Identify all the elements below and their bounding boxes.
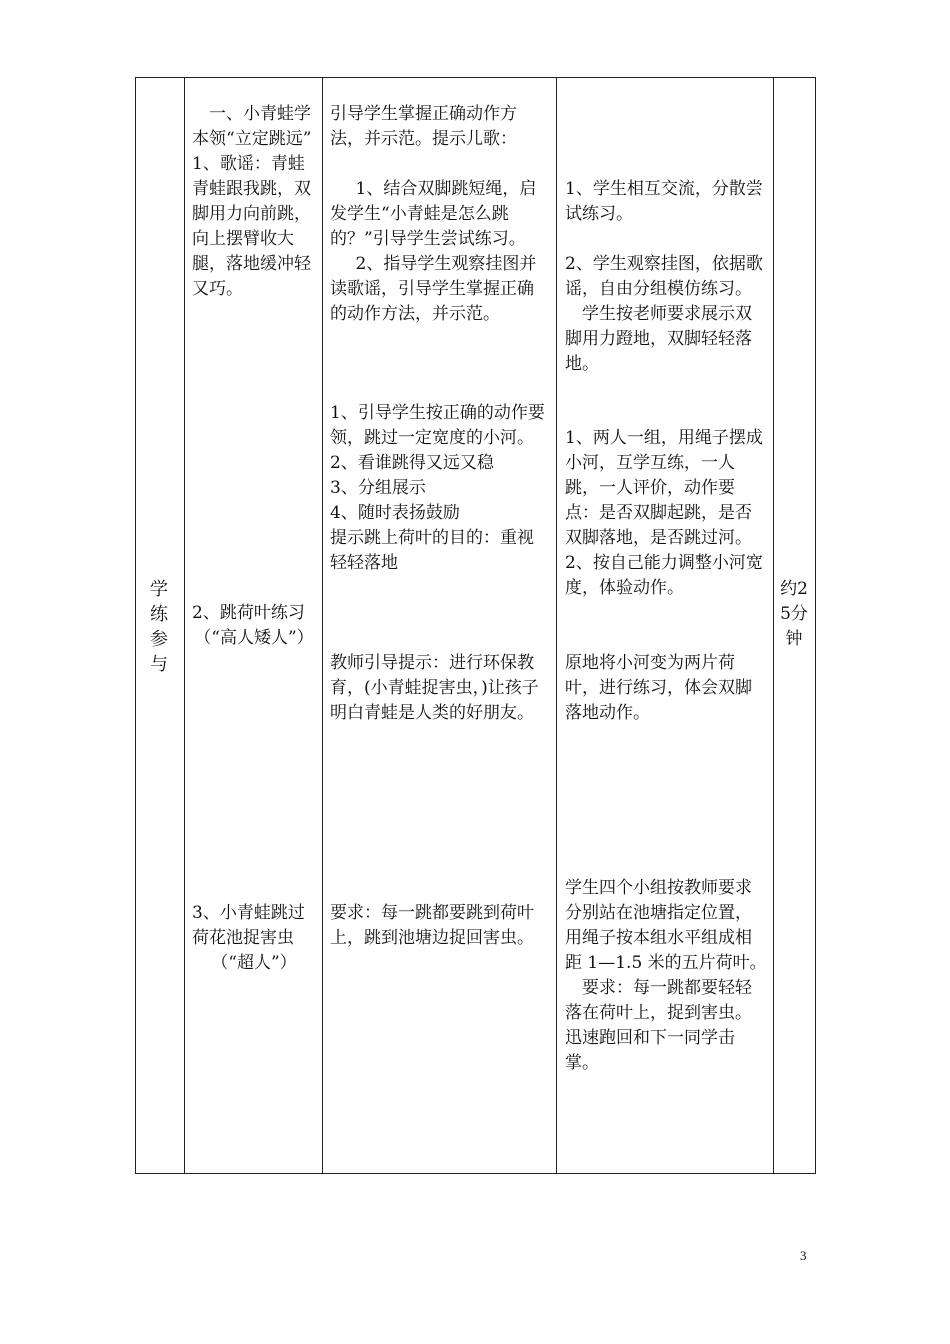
teacher-step: 1、引导学生按正确的动作要领，跳过一定宽度的小河。 [330,403,545,448]
student-practice-text: 原地将小河变为两片荷叶，进行练习，体会双脚落地动作。 [565,653,752,723]
student-column-bottom [565,876,767,1076]
teacher-step: 1、结合双脚跳短绳，启发学生“小青蛙是怎么跳的？”引导学生尝试练习。 [330,179,537,249]
student-practice [565,651,767,726]
teacher-requirement-text: 要求：每一跳都要跳到荷叶上，跳到池塘边捉回害虫。 [330,903,534,948]
content-column [192,102,316,302]
teacher-hint [330,651,550,726]
student-column-mid [565,426,767,601]
column-divider [773,78,774,1173]
intro-title: 一、小青蛙学本领“立定跳远” [192,104,312,149]
student-step: 1、学生相互交流，分散尝试练习。 [565,179,763,224]
teacher-note: 提示跳上荷叶的目的：重视轻轻落地 [330,528,534,573]
teacher-step: 4、随时表扬鼓励 [330,503,460,523]
teacher-step: 3、分组展示 [330,478,426,498]
teacher-requirement [330,901,550,951]
student-step: 2、按自己能力调整小河宽度，体验动作。 [565,553,763,598]
item3-title: 3、小青蛙跳过荷花池捉害虫 [192,903,305,948]
student-requirement: 要求：每一跳都要轻轻落在荷叶上，捉到害虫。迅速跑回和下一同学击掌。 [565,978,752,1073]
student-step: 2、学生观察挂图，依据歌谣，自由分组模仿练习。 [565,254,763,299]
teacher-hint-text: 教师引导提示：进行环保教育，(小青蛙捉害虫，)让孩子明白青蛙是人类的好朋友。 [330,653,539,723]
teacher-column-top [330,102,550,327]
item3 [192,901,316,976]
teacher-column-mid [330,401,550,576]
student-step: 学生按老师要求展示双脚用力蹬地，双脚轻轻落地。 [565,304,752,374]
time-label: 约25分钟 [780,579,808,649]
item2-subtitle: （“高人矮人”） [194,628,314,648]
student-step: 1、两人一组，用绳子摆成小河，互学互练，一人跳，一人评价，动作要点：是否双脚起跳，是否双脚落地，是否跳过河。 [565,428,763,548]
teacher-guide: 引导学生掌握正确动作方法，并示范。提示儿歌： [330,104,517,149]
column-divider [184,78,185,1173]
column-divider [556,78,557,1173]
item3-subtitle: （“超人”） [211,953,297,973]
section-label: 学练参与 [150,579,168,675]
item2 [192,601,316,651]
teacher-step: 2、指导学生观察挂图并读歌谣，引导学生掌握正确的动作方法，并示范。 [330,254,537,324]
item2-title: 2、跳荷叶练习 [192,603,305,623]
rhyme-text: 1、歌谣：青蛙青蛙跟我跳，双脚用力向前跳，向上摆臂收大腿，落地缓冲轻又巧。 [192,154,311,299]
teacher-step: 2、看谁跳得又远又稳 [330,453,494,473]
student-column-top [565,177,767,377]
page-number: 3 [800,1248,807,1263]
column-divider [322,78,323,1173]
student-step: 学生四个小组按教师要求分别站在池塘指定位置，用绳子按本组水平组成相距 1—1.5 米的五片荷叶。 [565,878,767,973]
